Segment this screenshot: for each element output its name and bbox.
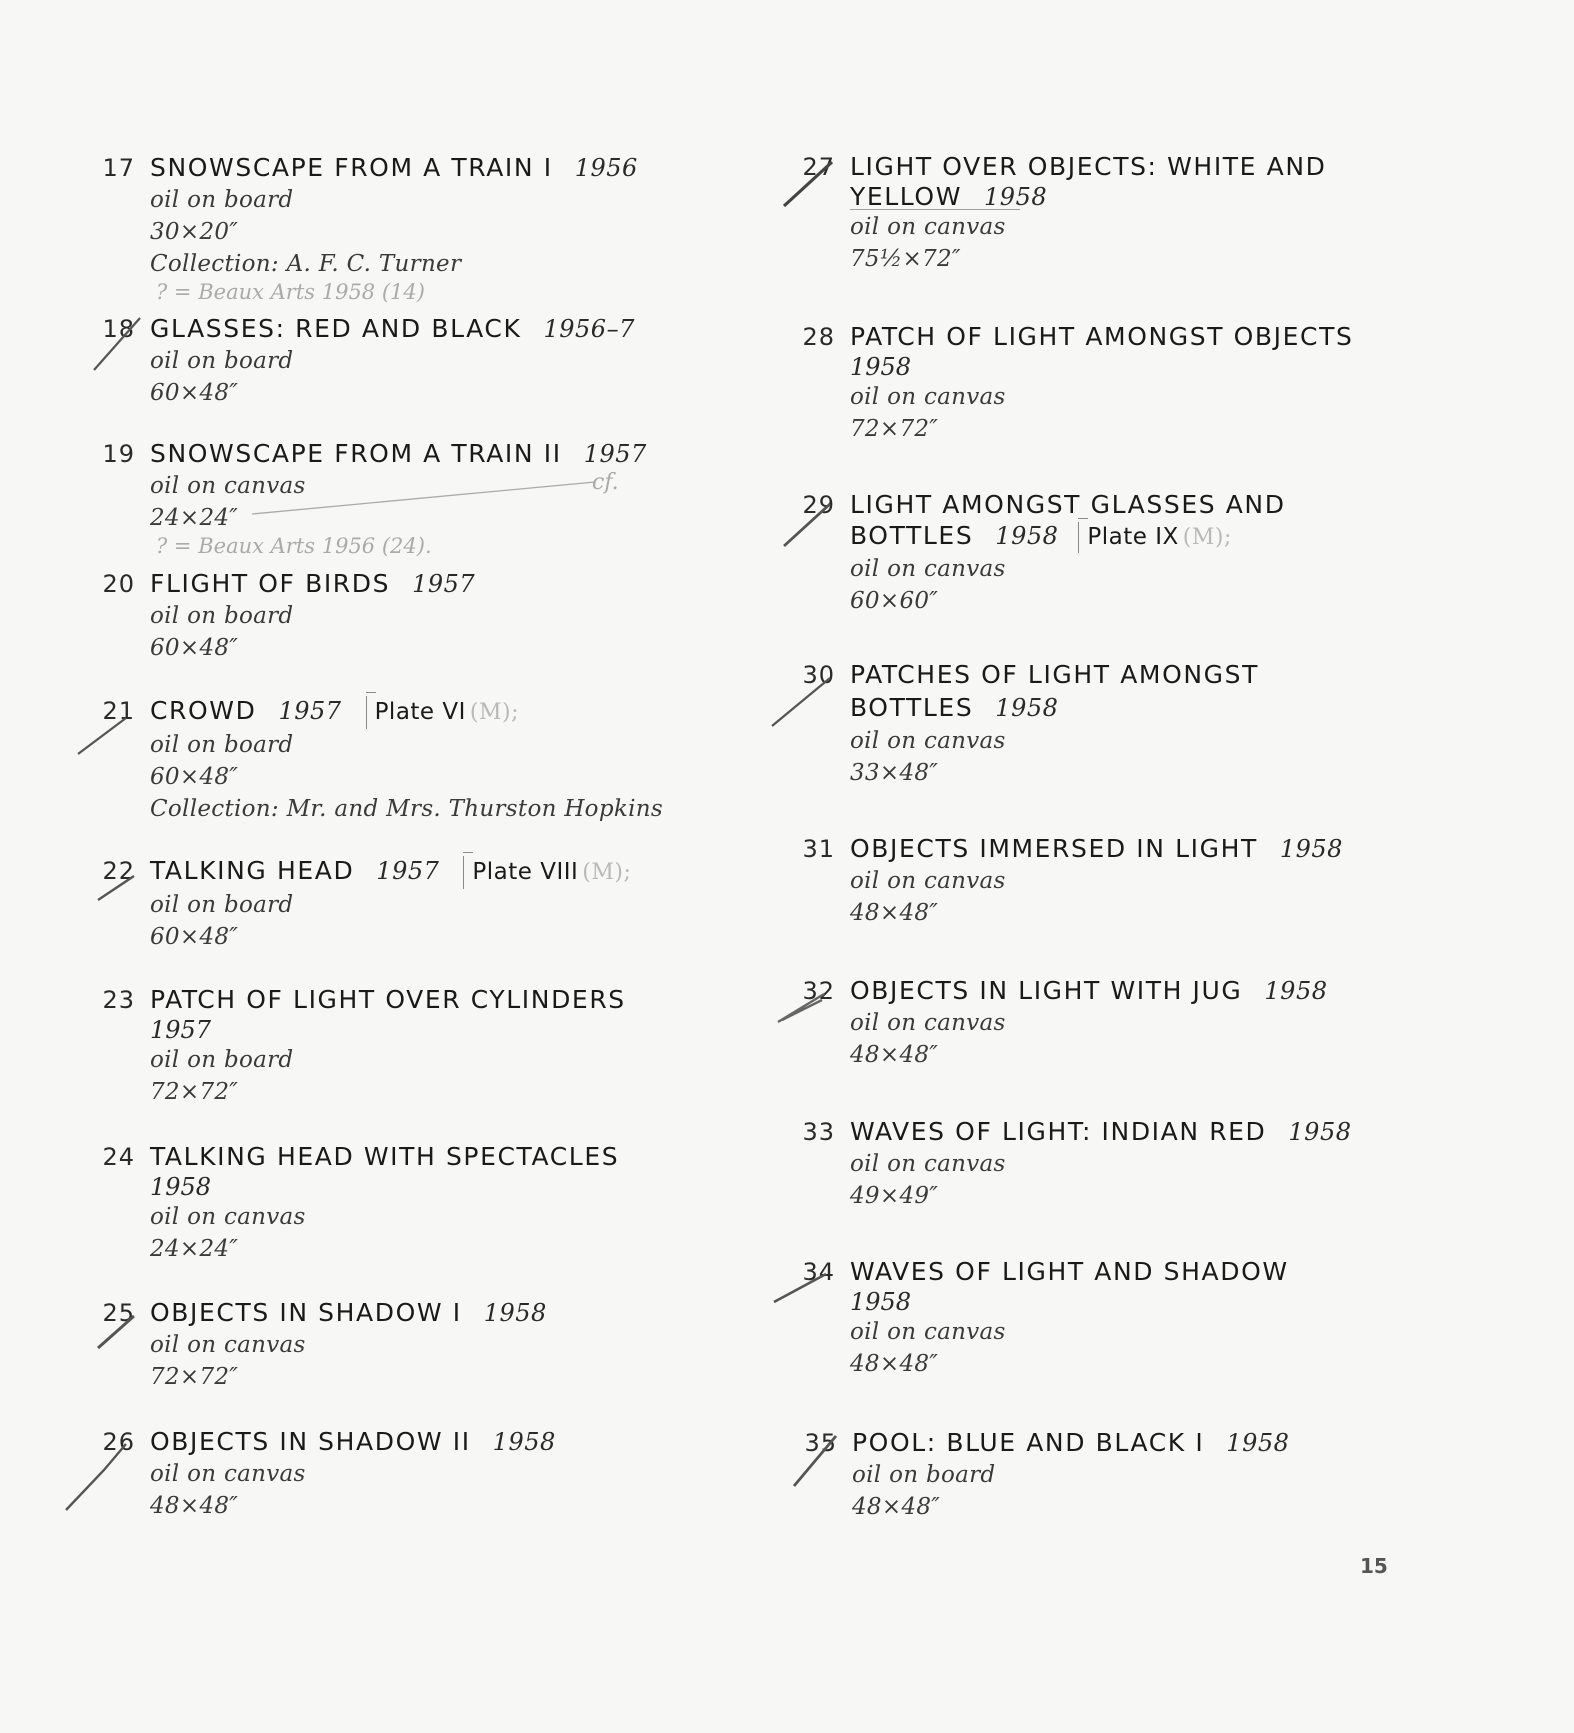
- entry-body: [850, 1256, 1490, 1380]
- entry-number: 30: [802, 661, 835, 689]
- entry-medium: oil on canvas: [850, 1319, 1006, 1345]
- pencil-tick-mark: [64, 1440, 128, 1512]
- entry-body: [850, 1116, 1490, 1212]
- entry-year: 1958: [984, 183, 1048, 211]
- entry-year: 1958: [1264, 977, 1328, 1005]
- entry-body: [850, 975, 1490, 1071]
- entry-year: 1958: [995, 522, 1059, 550]
- entry-medium: oil on canvas: [850, 868, 1006, 894]
- entry-number: 34: [802, 1258, 835, 1286]
- entry-title-continued: YELLOW: [850, 182, 963, 211]
- entry-title: OBJECTS IMMERSED IN LIGHT: [850, 834, 1258, 863]
- entry-medium: oil on canvas: [850, 384, 1006, 410]
- plate-note: (M);: [582, 860, 632, 885]
- entry-title: LIGHT OVER OBJECTS: WHITE AND: [850, 152, 1327, 181]
- entry-medium: oil on board: [150, 603, 294, 629]
- entry-medium: oil on board: [150, 348, 294, 374]
- entry-number: 17: [102, 154, 135, 182]
- entry-year: 1957: [583, 440, 647, 468]
- entry-medium: oil on board: [852, 1462, 996, 1488]
- entry-size: 48×48″: [150, 1493, 239, 1519]
- entry-size: 24×24″: [150, 505, 239, 531]
- entry-title: TALKING HEAD: [150, 856, 355, 885]
- entry-title: OBJECTS IN LIGHT WITH JUG: [850, 976, 1243, 1005]
- entry-size: 72×72″: [150, 1364, 239, 1390]
- entry-size: 48×48″: [850, 900, 939, 926]
- entry-body: [850, 833, 1490, 929]
- page-number: 15: [1360, 1554, 1388, 1578]
- entry-size: 48×48″: [850, 1351, 939, 1377]
- handwritten-note: ? = Beaux Arts 1958 (14): [156, 280, 425, 304]
- entry-title-continued: BOTTLES: [850, 521, 974, 550]
- entry-size: 60×48″: [150, 764, 239, 790]
- entry-year: 1958: [1288, 1118, 1352, 1146]
- entry-body: [150, 855, 790, 953]
- entry-body: [150, 1426, 790, 1522]
- entry-body: [150, 1141, 790, 1265]
- entry-body: [850, 659, 1490, 789]
- pencil-tick-mark: [770, 676, 832, 728]
- plate-label: Plate IX: [1087, 524, 1179, 550]
- entry-title: POOL: BLUE AND BLACK I: [852, 1428, 1205, 1457]
- entry-title: LIGHT AMONGST GLASSES AND: [850, 490, 1286, 519]
- entry-collection: Collection: A. F. C. Turner: [150, 251, 462, 277]
- entry-number: 23: [102, 986, 135, 1014]
- entry-size: 48×48″: [852, 1494, 941, 1520]
- left-column: [0, 0, 720, 1733]
- entry-year: 1958: [483, 1299, 547, 1327]
- entry-year: 1957: [278, 697, 342, 725]
- entry-size: 60×60″: [850, 588, 939, 614]
- entry-title-continued: BOTTLES: [850, 693, 974, 722]
- entry-medium: oil on board: [150, 892, 294, 918]
- entry-collection: Collection: Mr. and Mrs. Thurston Hopkins: [150, 796, 663, 822]
- pencil-underline: [850, 209, 1020, 210]
- entry-medium: oil on canvas: [150, 1332, 306, 1358]
- entry-medium: oil on canvas: [850, 556, 1006, 582]
- pencil-tick-mark: [96, 872, 136, 902]
- entry-title: CROWD: [150, 696, 257, 725]
- entry-number: 28: [802, 323, 835, 351]
- pencil-connector-line: [250, 478, 600, 518]
- entry-year: 1957: [412, 570, 476, 598]
- entry-title: OBJECTS IN SHADOW II: [150, 1427, 471, 1456]
- entry-title: PATCHES OF LIGHT AMONGST: [850, 660, 1259, 689]
- entry-number: 35: [804, 1429, 837, 1457]
- entry-size: 24×24″: [150, 1236, 239, 1262]
- entry-medium: oil on board: [150, 1047, 294, 1073]
- entry-body: [850, 489, 1490, 617]
- entry-title: TALKING HEAD WITH SPECTACLES: [150, 1142, 620, 1171]
- entry-number: 33: [802, 1118, 835, 1146]
- entry-number: 24: [102, 1143, 135, 1171]
- entry-number: 22: [102, 857, 135, 885]
- entry-number: 18: [102, 315, 135, 343]
- pencil-tick-mark: [792, 1434, 838, 1488]
- pencil-tick-mark: [776, 990, 826, 1024]
- pencil-tick-mark: [96, 1312, 136, 1350]
- entry-year: 1958: [850, 1288, 912, 1316]
- entry-title: WAVES OF LIGHT: INDIAN RED: [850, 1117, 1267, 1146]
- entry-year: 1958: [1226, 1429, 1290, 1457]
- entry-medium: oil on canvas: [850, 1151, 1006, 1177]
- entry-body: [150, 695, 790, 825]
- plate-note: (M);: [469, 700, 520, 725]
- entry-title: WAVES OF LIGHT AND SHADOW: [850, 1257, 1289, 1286]
- entry-year: 1957: [376, 857, 440, 885]
- entry-medium: oil on canvas: [850, 1010, 1006, 1036]
- entry-medium: oil on canvas: [150, 1204, 306, 1230]
- entry-size: 60×48″: [150, 924, 239, 950]
- entry-size: 33×48″: [850, 760, 939, 786]
- entry-number: 31: [802, 835, 835, 863]
- entry-number: 21: [102, 697, 135, 725]
- entry-title: OBJECTS IN SHADOW I: [150, 1298, 462, 1327]
- entry-year: 1958: [1279, 835, 1343, 863]
- entry-body: [850, 321, 1490, 445]
- pencil-tick-mark: [782, 160, 834, 208]
- pencil-tick-mark: [76, 716, 128, 756]
- plate-reference: [463, 856, 631, 889]
- entry-title: SNOWSCAPE FROM A TRAIN I: [150, 153, 553, 182]
- plate-reference: [366, 696, 519, 729]
- entry-title: GLASSES: RED AND BLACK: [150, 314, 522, 343]
- entry-title: PATCH OF LIGHT OVER CYLINDERS: [150, 985, 626, 1014]
- entry-size: 72×72″: [150, 1079, 239, 1105]
- entry-year: 1958: [492, 1428, 556, 1456]
- entry-medium: oil on board: [150, 187, 294, 213]
- entry-number: 19: [102, 440, 135, 468]
- entry-size: 72×72″: [850, 416, 939, 442]
- entry-number: 32: [802, 977, 835, 1005]
- entry-body: [150, 984, 790, 1108]
- entry-number: 20: [102, 570, 135, 598]
- entry-size: 30×20″: [150, 219, 239, 245]
- entry-number: 26: [102, 1428, 135, 1456]
- entry-year: 1958: [150, 1173, 212, 1201]
- entry-number: 27: [802, 153, 835, 181]
- right-column: [720, 0, 1574, 1733]
- plate-reference: [1078, 522, 1231, 553]
- entry-year: 1958: [850, 353, 912, 381]
- entry-body: [150, 568, 790, 664]
- entry-title: FLIGHT OF BIRDS: [150, 569, 391, 598]
- entry-body: [852, 1427, 1492, 1523]
- pencil-tick-mark: [782, 500, 832, 548]
- entry-size: 60×48″: [150, 380, 239, 406]
- entry-medium: oil on canvas: [150, 1461, 306, 1487]
- plate-note: (M);: [1182, 525, 1232, 550]
- handwritten-cf-mark: cf.: [592, 470, 619, 495]
- entry-medium: oil on canvas: [850, 214, 1006, 240]
- entry-size: 75½×72″: [850, 246, 961, 272]
- entry-year: 1958: [995, 694, 1059, 722]
- entry-title: SNOWSCAPE FROM A TRAIN II: [150, 439, 562, 468]
- entry-body: [150, 313, 790, 409]
- plate-label: Plate VI: [374, 699, 466, 725]
- entry-size: 49×49″: [850, 1183, 939, 1209]
- entry-medium: oil on canvas: [150, 473, 306, 499]
- entry-title: PATCH OF LIGHT AMONGST OBJECTS: [850, 322, 1354, 351]
- entry-medium: oil on board: [150, 732, 294, 758]
- handwritten-note: ? = Beaux Arts 1956 (24).: [156, 534, 432, 558]
- pencil-tick-mark: [772, 1270, 828, 1304]
- pencil-tick-mark: [92, 316, 142, 372]
- plate-label: Plate VIII: [472, 859, 579, 885]
- entry-body: [150, 152, 790, 304]
- entry-body: [850, 151, 1490, 275]
- entry-medium: oil on canvas: [850, 728, 1006, 754]
- entry-body: [150, 1297, 790, 1393]
- entry-number: 25: [102, 1299, 135, 1327]
- entry-year: 1956–7: [543, 315, 635, 343]
- entry-size: 60×48″: [150, 635, 239, 661]
- entry-year: 1956: [574, 154, 638, 182]
- entry-number: 29: [802, 491, 835, 519]
- entry-size: 48×48″: [850, 1042, 939, 1068]
- entry-year: 1957: [150, 1016, 212, 1044]
